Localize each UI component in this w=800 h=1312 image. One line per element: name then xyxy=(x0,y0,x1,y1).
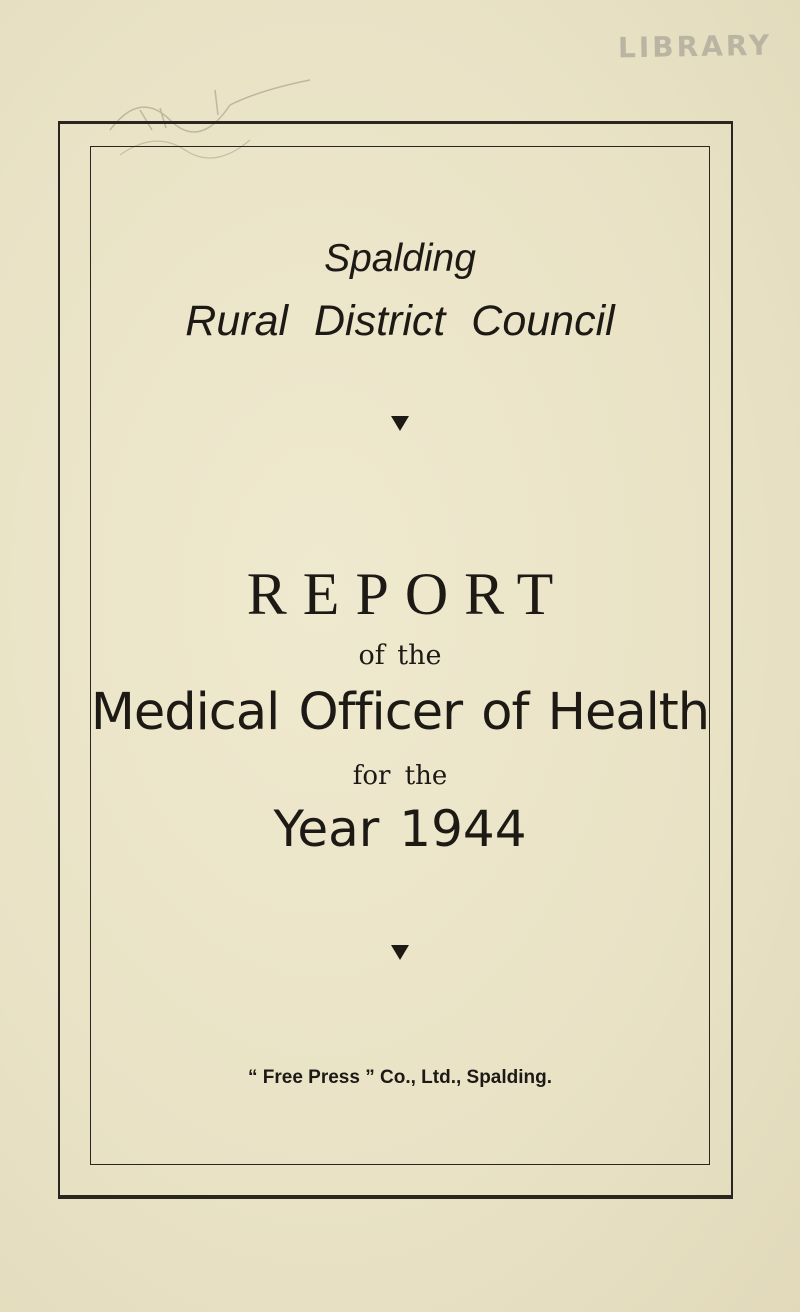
down-triangle-icon xyxy=(391,945,409,960)
council-name-line2: Rural District Council xyxy=(185,297,615,345)
for-the-text: for the xyxy=(352,761,448,791)
council-name-line1: Spalding xyxy=(324,237,476,280)
printer-imprint: “ Free Press ” Co., Ltd., Spalding. xyxy=(247,1067,553,1088)
report-title: REPORT xyxy=(246,561,570,627)
report-subject: Medical Officer of Health xyxy=(90,683,710,742)
down-triangle-icon xyxy=(391,416,409,431)
report-year: Year 1944 xyxy=(273,800,527,858)
of-the-text: of the xyxy=(358,640,442,671)
library-stamp: LIBRARY xyxy=(617,28,773,65)
